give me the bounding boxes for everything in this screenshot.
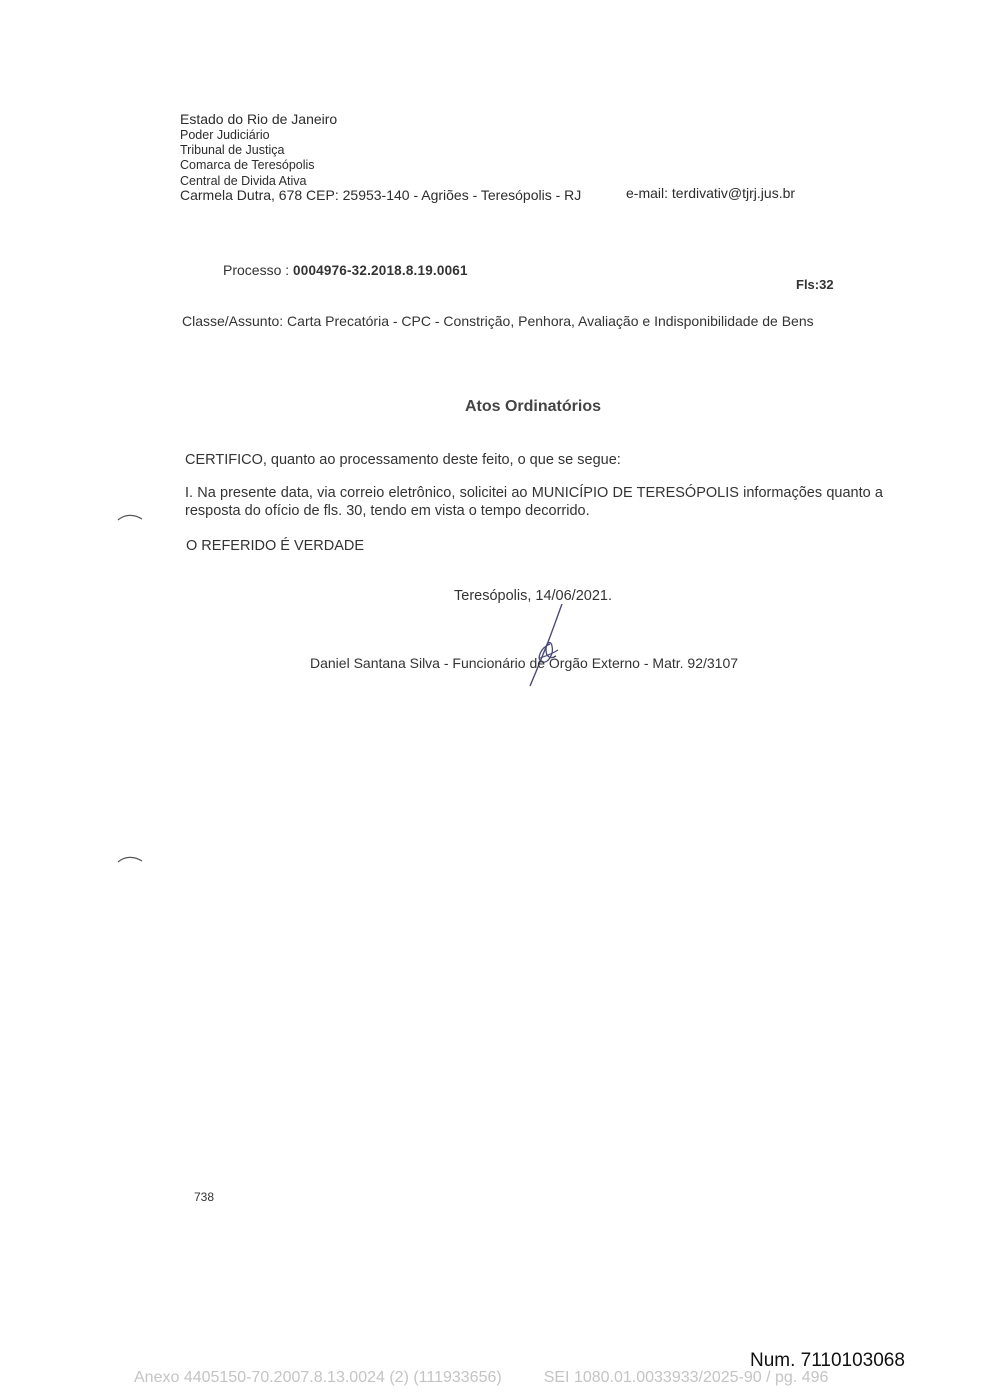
document-title: Atos Ordinatórios bbox=[464, 398, 601, 415]
header-district: Comarca de Teresópolis bbox=[180, 158, 315, 172]
header-office: Central de Divida Ativa bbox=[180, 174, 307, 188]
punch-mark-top bbox=[116, 510, 146, 524]
classe-assunto: Classe/Assunto: Carta Precatória - CPC - Constrição, Penhora, Avaliação e Indisponibilidade de Bens bbox=[182, 313, 814, 329]
process-label: Processo : bbox=[223, 262, 290, 278]
footer-anexo: Anexo 4405150-70.2007.8.13.0024 (2) (111933656) bbox=[134, 1369, 502, 1386]
signatory-line: Daniel Santana Silva - Funcionário de Órgão Externo - Matr. 92/3107 bbox=[310, 655, 739, 671]
process-number: 0004976-32.2018.8.19.0061 bbox=[293, 263, 468, 278]
footer-sei: SEI 1080.01.0033933/2025-90 / pg. 496 bbox=[543, 1369, 829, 1386]
header-email: e-mail: terdivativ@tjrj.jus.br bbox=[626, 185, 796, 201]
document-number: Num. 7110103068 bbox=[750, 1350, 905, 1371]
referido-line: O REFERIDO É VERDADE bbox=[186, 538, 365, 554]
header-address: Carmela Dutra, 678 CEP: 25953-140 - Agriões - Teresópolis - RJ bbox=[180, 187, 582, 203]
place-date: Teresópolis, 14/06/2021. bbox=[454, 588, 612, 604]
header-state: Estado do Rio de Janeiro bbox=[180, 111, 338, 127]
item-paragraph: I. Na presente data, via correio eletrônico, solicitei ao MUNICÍPIO DE TERESÓPOLIS informações quanto a resposta do ofício de fls. 30, tendo em vista o tempo decorrido. bbox=[185, 485, 883, 519]
header-power: Poder Judiciário bbox=[180, 128, 270, 142]
certifico-line: CERTIFICO, quanto ao processamento deste feito, o que se segue: bbox=[185, 452, 621, 468]
page-number: 738 bbox=[194, 1190, 215, 1204]
folhas-label: Fls:32 bbox=[796, 277, 834, 292]
process-line bbox=[223, 262, 468, 278]
footer-stamp bbox=[134, 1369, 828, 1387]
handwritten-signature bbox=[510, 600, 580, 690]
punch-mark-bottom bbox=[116, 852, 146, 866]
header-court: Tribunal de Justiça bbox=[180, 143, 285, 157]
